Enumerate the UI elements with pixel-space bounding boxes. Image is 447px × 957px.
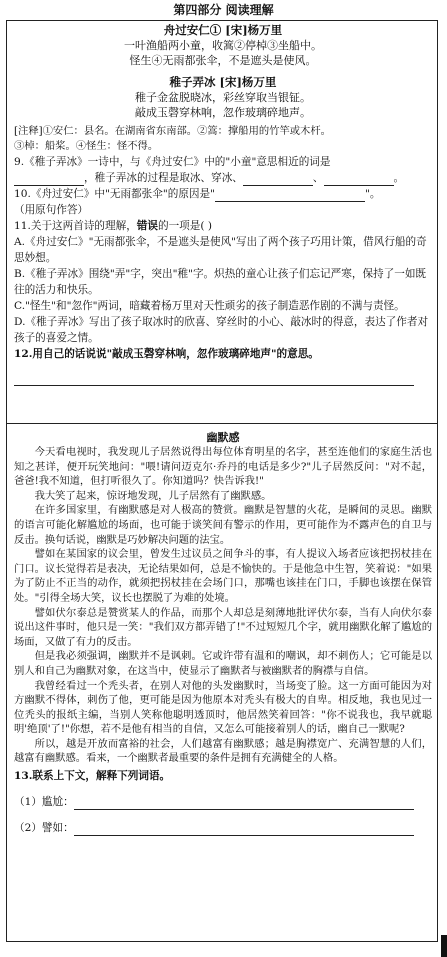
essay-section [14,430,432,836]
question-10-end: "。 [364,188,381,200]
section-divider [6,423,438,424]
poem2-line: 敲成玉磬穿林响，忽作玻璃碎地声。 [135,106,311,119]
question-10-hint: （用原句作答） [14,204,89,216]
essay-paragraph: 我曾经看过一个秃头者，在别人对他的头发幽默时，当场变了脸。这一方面可能因为对方幽默不得体，刺伤了他，更可能是因为他原本对秃头有极大的自卑。相反地，我也见过一位秃头的报纸主编，当别人笑称他聪明透顶时，他居然笑着回答："你不说我也，我早就聪明'绝顶'了!"你想，若不是他有相当的自信，又怎么可能接着别人的话，幽自己一默呢? [14,679,432,736]
question-10-text: 《舟过安仁》中"无雨都张伞"的原因是" [30,188,215,200]
question-12: 12.用自己的话说说"敲成玉磬穿林响，忽作玻璃碎地声"的意思。 [14,348,319,360]
poem2-line: 稚子金盆脱晓冰，彩丝穿取当银钲。 [135,91,311,104]
essay-paragraph: 今天看电视时，我发现儿子居然说得出每位体育明星的名字，甚至连他们的家庭生活也知之甚详，便开玩笑地问："喂!请问迈克尔·乔丹的电话是多少?"儿子居然反问："对不起，爸爸!我不知道，但打听很久了。你知道吗？快告诉我!" [14,446,432,488]
definition-row [14,794,432,810]
definition-row [14,820,432,836]
poem1-title: 舟过安仁① [宋]杨万里 [163,23,283,37]
page-edge-mark [441,935,447,957]
option-b: B.《稚子弄冰》围绕"弄"字，突出"稚"字。炽热的童心让孩子们忘记严寒，保持了一如既往的活力和快乐。 [14,268,427,296]
question-9-text: 《稚子弄冰》一诗中，与《舟过安仁》中的"小童"意思相近的词是 [24,156,331,168]
annotation-line: ③棹：船桨。④怪生：怪不得。 [14,140,159,152]
question-13: 13.联系上下文，解释下列词语。 [14,770,171,783]
definition-label: （2）譬如： [14,822,74,835]
answer-blank[interactable] [324,173,394,186]
option-a: A.《舟过安仁》"无雨都张伞，不是遮头是使风"写出了两个孩子巧用计策，借风行船的奇思妙想。 [14,236,427,264]
answer-blank[interactable] [74,797,414,810]
definition-label: （1）尴尬： [14,796,74,809]
part-title: 第四部分 阅读理解 [173,3,274,17]
question-9 [14,154,432,170]
answer-blank[interactable] [74,823,414,836]
essay-paragraph: 譬如伏尔泰总是赞赏某人的作品，而那个人却总是刻薄地批评伏尔泰，当有人向伏尔泰说出这件事时，他只是一笑："我们双方都弄错了!"不过短短几个字，就用幽默化解了尴尬的场面，又做了有力的反击。 [14,606,432,648]
question-9-continued [14,170,432,186]
poem1-line: 怪生④无雨都张伞，不是遮头是使风。 [129,54,317,67]
poem2-title: 稚子弄冰 [宋]杨万里 [169,75,277,89]
essay-paragraph: 所以，越是开放而富裕的社会，人们越富有幽默感；越是胸襟宽广、充满智慧的人们，越富有幽默感。看来，一个幽默者最重要的条件是拥有充满健全的人格。 [14,737,432,765]
question-11-text: 11.关于这两首诗的理解， [14,220,137,232]
answer-blank[interactable] [243,173,313,186]
essay-paragraph: 在许多国家里，有幽默感是对人极高的赞赏。幽默是智慧的火花，是瞬间的灵思。幽默的语言可能化解尴尬的场面，也可能于谈笑间有警示的作用，更可能作为不露声色的自卫与反击。换句话说，幽默是巧妙解决问题的法宝。 [14,504,432,546]
poem1-line: 一叶渔船两小童，收篙②停棹③坐船中。 [124,39,322,52]
annotation-line: [注释]①安仁：县名。在湖南省东南部。②篙：撑船用的竹竿或木杆。 [14,125,331,137]
question-10 [14,186,432,202]
question-10-label: 10. [14,188,31,200]
answer-line[interactable] [14,372,414,386]
question-9-text-4: 。 [393,172,405,184]
poem-section [14,22,432,386]
essay-paragraph: 但是我必须强调，幽默并不是讽刺。它或许带有温和的嘲讽，却不刺伤人；它可能是以别人和自己为幽默对象，在这当中，使显示了幽默者与被幽默者的胸襟与自信。 [14,650,432,677]
question-11-stem [14,218,432,234]
question-11-emphasis: 错误 [136,220,158,232]
question-9-text-3: 、 [312,172,324,184]
option-c: C."怪生"和"忽作"两词，暗藏着杨万里对天性顽劣的孩子制造恶作剧的不满与责怪。 [14,300,405,312]
essay-title: 幽默感 [206,431,240,444]
option-d: D.《稚子弄冰》写出了孩子取冰时的欣喜、穿丝时的小心、敲冰时的得意，表达了作者对孩子的喜爱之情。 [14,316,429,344]
question-9-label: 9. [14,156,25,168]
essay-paragraph: 譬如在某国家的议会里，曾发生过议员之间争斗的事，有人提议入场者应该把拐杖挂在门口。议长觉得若是表决，无论结果如何，总是不愉快的。于是他急中生智，笑着说："如果为了防止不正当的动作，就须把拐杖挂在会场门口，那嘴也该挂在门口，手脚也该摆在保管处。"引得全场大笑，议长也摆脱了为难的处境。 [14,548,432,604]
answer-blank[interactable] [14,173,84,186]
essay-paragraph: 我大笑了起来，惊讶地发现，儿子居然有了幽默感。 [34,489,272,502]
question-9-text-2: ，稚子弄冰的过程是取冰、穿冰、 [84,172,243,184]
question-11-bracket: 的一项是( ) [157,220,212,232]
answer-blank[interactable] [215,189,365,202]
